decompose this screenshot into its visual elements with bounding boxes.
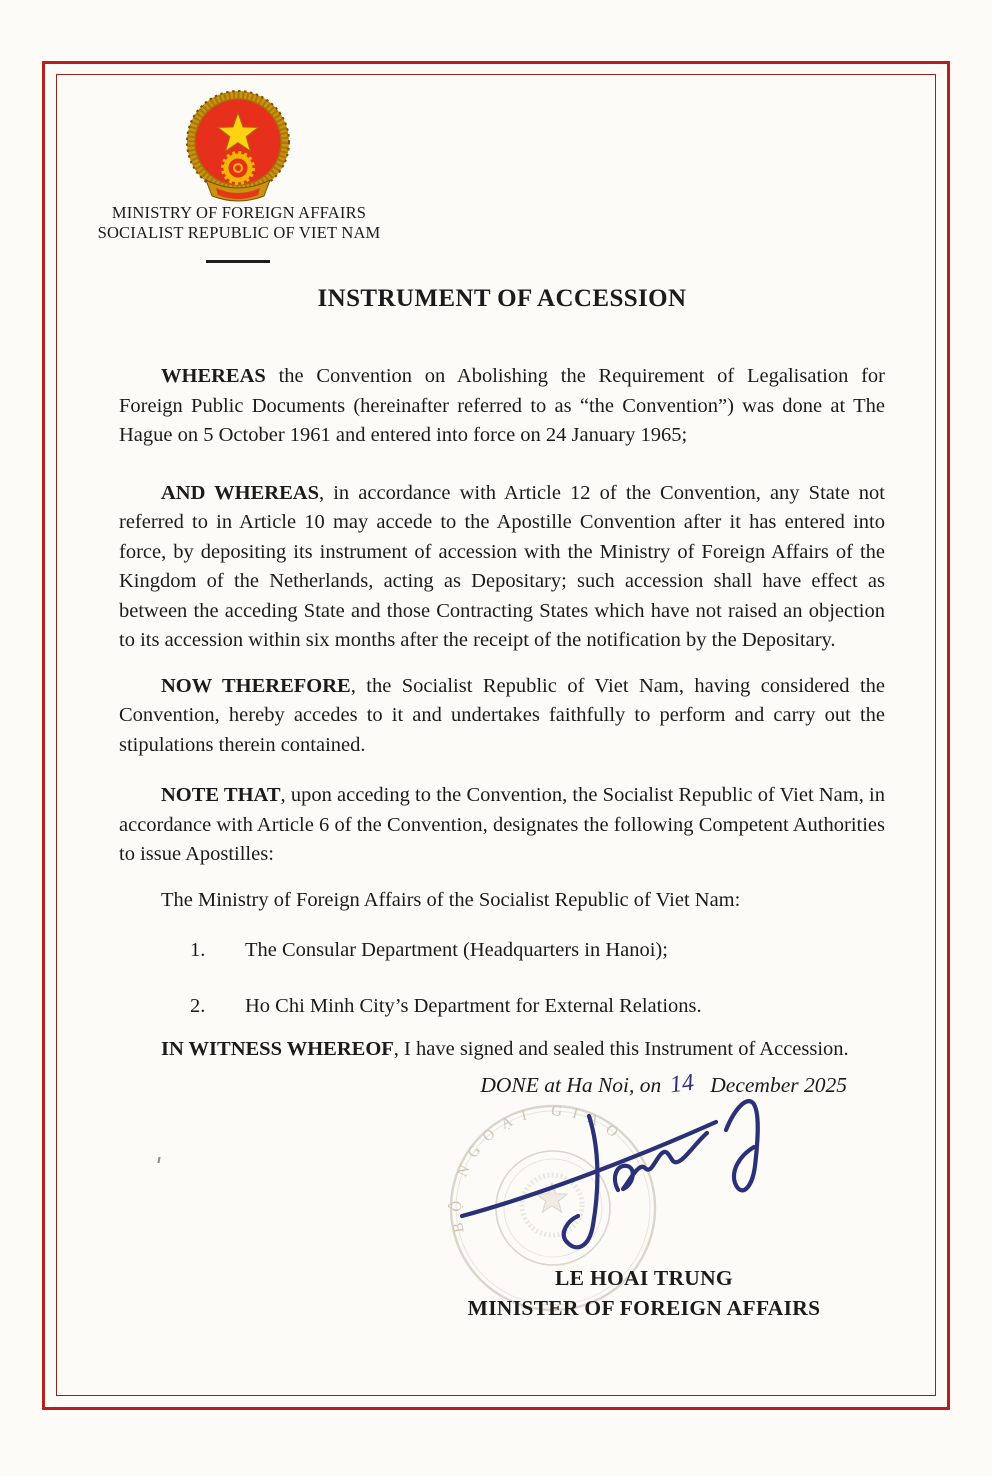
paragraph-whereas-lead: WHEREAS [161,365,266,387]
paragraph-and-whereas-lead: AND WHEREAS [161,481,319,504]
competent-authorities-intro: The Ministry of Foreign Affairs of the Socialist Republic of Viet Nam: [161,888,741,911]
list-item-1 [119,936,885,966]
list-item-2-number: 2. [190,994,206,1017]
paragraph-note-that [119,781,885,870]
handwritten-day: 14 [668,1069,696,1098]
paragraph-whereas [119,362,885,451]
document-title: INSTRUMENT OF ACCESSION [317,285,687,312]
paragraph-witness [119,1035,885,1065]
letterhead-ministry: MINISTRY OF FOREIGN AFFAIRS [111,203,367,222]
done-line-prefix: DONE at Ha Noi, on [480,1072,662,1097]
letterhead [88,203,390,242]
signatory-block [424,1263,864,1323]
paragraph-witness-text: , I have signed and sealed this Instrument of Accession. [393,1038,849,1060]
paragraph-note-that-lead: NOTE THAT [161,784,281,806]
paragraph-witness-lead: IN WITNESS WHEREOF [161,1038,394,1060]
done-line-suffix: December 2025 [710,1072,847,1097]
paragraph-and-whereas-text: , in accordance with Article 12 of the Convention, any State not referred to in Article 10 may accede to the Apostille Convention after it has entered into force, by depositing its instrument of accession with the Ministry of Foreign Affairs of the Kingdom of the Netherlands, acting as Depositary; such accession shall have effect as between the acceding State and those Contracting States which have not raised an objection to its accession within six months after the receipt of the notification by the Depositary. [119,481,885,651]
paragraph-whereas-text: the Convention on Abolishing the Requirement of Legalisation for Foreign Public Documents (hereinafter referred to as “the Convention”) was done at The Hague on 5 October 1961 and entered into force on 24 January 1965; [119,365,885,446]
list-item-2-text: Ho Chi Minh City’s Department for External Relations. [245,994,702,1017]
list-item-2 [119,992,885,1022]
paragraph-note-that-text: , upon acceding to the Convention, the Socialist Republic of Viet Nam, in accordance with Article 6 of the Convention, designates the following Competent Authorities to issue Apostilles: [119,784,885,865]
paragraph-now-therefore-text: , the Socialist Republic of Viet Nam, having considered the Convention, hereby accedes to it and undertakes faithfully to perform and carry out the stipulations therein contained. [119,674,885,756]
letterhead-republic: SOCIALIST REPUBLIC OF VIET NAM [97,222,381,242]
paragraph-now-therefore-lead: NOW THEREFORE [161,674,351,697]
signatory-title: MINISTER OF FOREIGN AFFAIRS [467,1296,821,1320]
paragraph-now-therefore [119,672,885,761]
list-item-1-text: The Consular Department (Headquarters in Hanoi); [245,939,668,961]
letterhead-rule [206,260,270,263]
list-item-1-number: 1. [190,939,206,961]
signature-area [119,1100,885,1320]
signatory-name: LE HOAI TRUNG [555,1266,733,1290]
seal-arc-text: BỘ NGOẠI GIAO [448,1103,629,1234]
document-body [119,362,885,1320]
paragraph-and-whereas [119,479,885,656]
vietnam-national-emblem-icon [176,84,300,210]
